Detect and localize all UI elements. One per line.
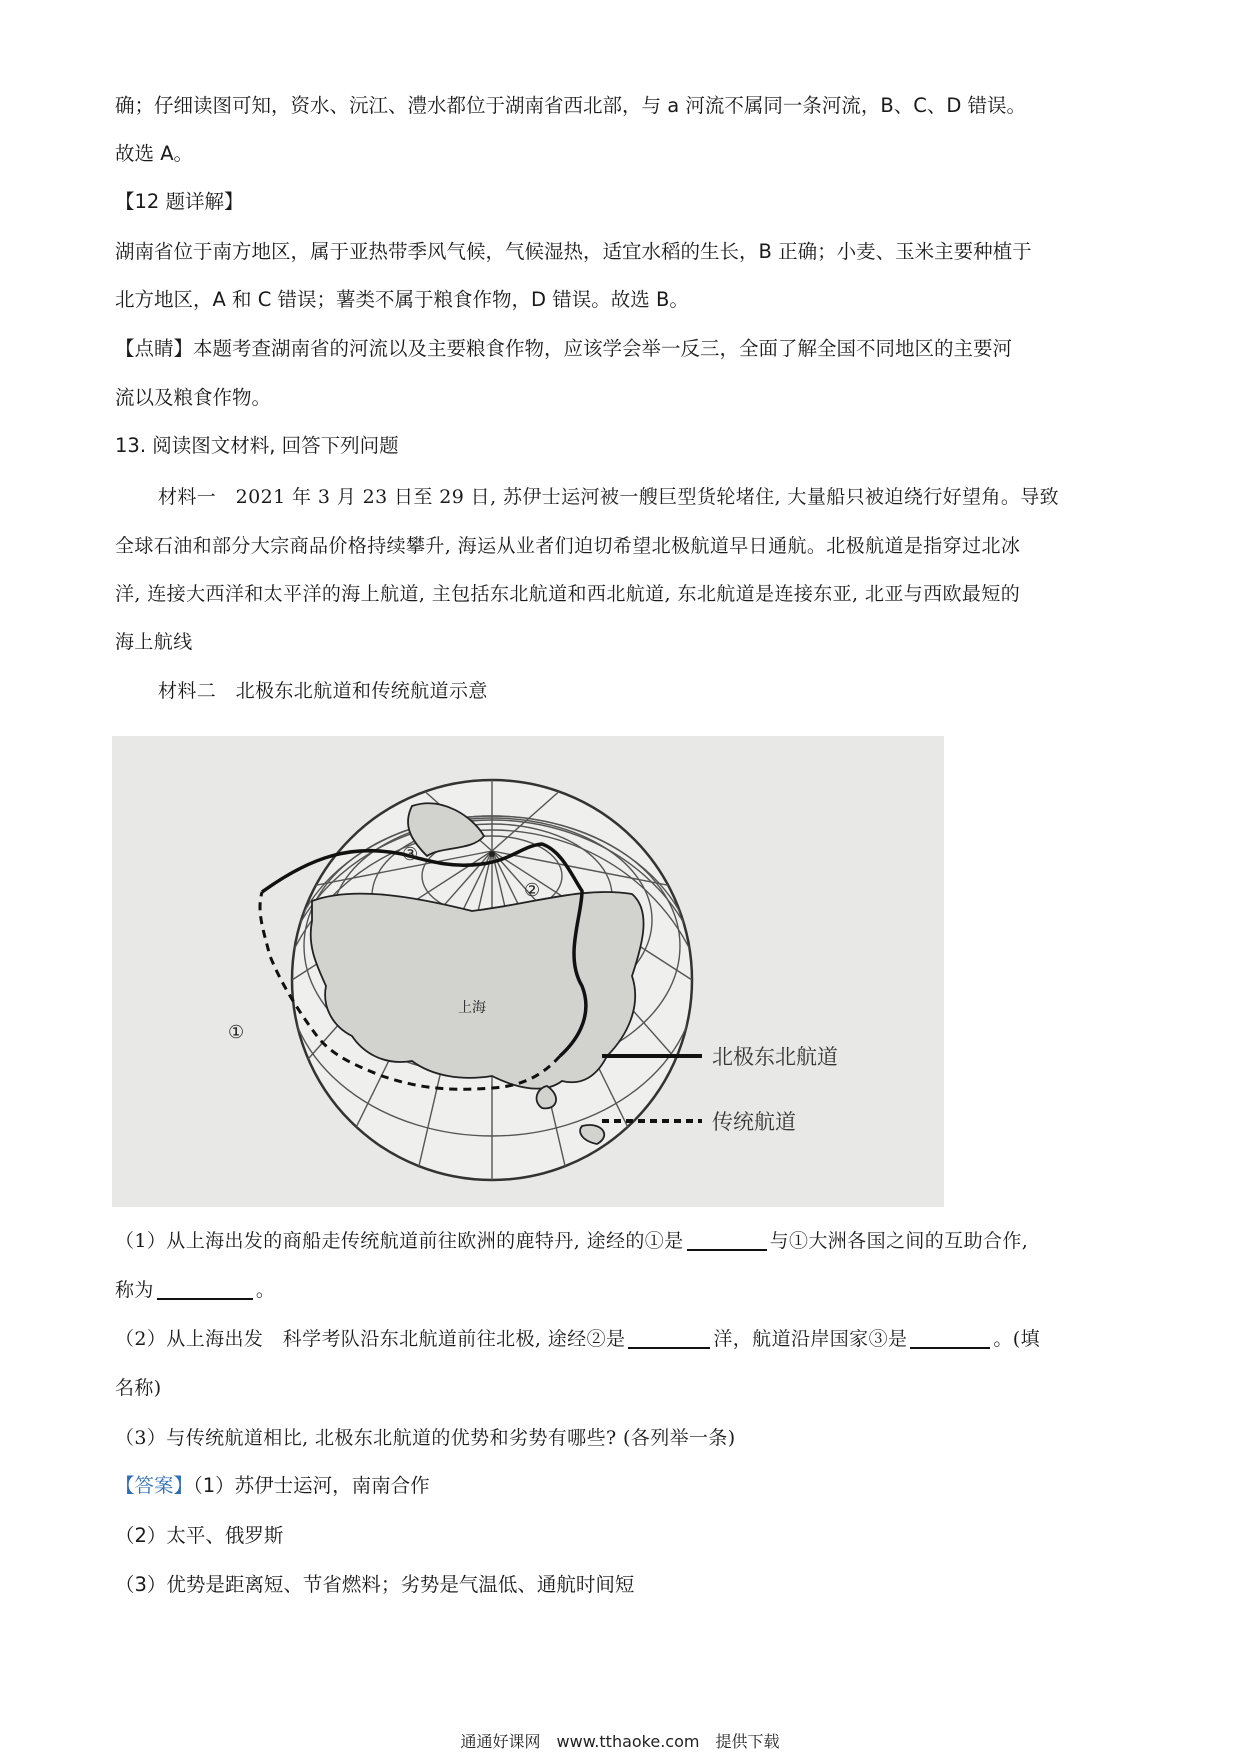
q12-explanation-line-1: 湖南省位于南方地区，属于亚热带季风气候，气候湿热，适宜水稻的生长，B 正确；小麦、玉米主要种植于 (115, 240, 1032, 263)
q11-conclusion: 故选 A。 (115, 142, 194, 165)
arctic-route-map (112, 736, 944, 1207)
subquestion-2-line-1 (115, 1325, 1040, 1353)
subquestion-1-line-1 (115, 1227, 1028, 1255)
subquestion-2-line-2: 名称) (115, 1377, 162, 1399)
material1-line-2: 全球石油和部分大宗商品价格持续攀升, 海运从业者们迫切希望北极航道早日通航。北极航道是指穿过北冰 (115, 535, 1021, 557)
subquestion-1-text-a: （1）从上海出发的商船走传统航道前往欧洲的鹿特丹, 途经的①是 (115, 1230, 684, 1252)
q12-comment-line-2: 流以及粮食作物。 (115, 386, 272, 409)
subquestion-1-line-2 (115, 1276, 275, 1304)
answer-2: （2）太平、俄罗斯 (115, 1524, 284, 1547)
blank-2-ocean[interactable] (628, 1327, 710, 1349)
legend-northeast-label: 北极东北航道 (712, 1045, 838, 1069)
subquestion-2-text-b: 洋，航道沿岸国家③是 (713, 1328, 908, 1350)
answer-tag: 【答案】 (115, 1474, 194, 1497)
material1-line-1: 材料一 2021 年 3 月 23 日至 29 日, 苏伊士运河被一艘巨型货轮堵住, 大量船只被迫绕行好望角。导致 (158, 486, 1060, 508)
blank-1-continent[interactable] (687, 1229, 767, 1251)
answer-3: （3）优势是距离短、节省燃料；劣势是气温低、通航时间短 (115, 1573, 635, 1596)
marker-2: ② (524, 880, 541, 901)
shanghai-label: 上海 (458, 1000, 486, 1016)
q12-header: 【12 题详解】 (115, 190, 244, 213)
subquestion-1-text-b: 与①大洲各国之间的互助合作, (769, 1230, 1029, 1252)
subquestion-2-text-c: 。(填 (993, 1328, 1041, 1350)
legend-traditional-label: 传统航道 (712, 1110, 796, 1134)
material1-line-3: 洋, 连接大西洋和太平洋的海上航道, 主包括东北航道和西北航道, 东北航道是连接东亚, 北亚与西欧最短的 (115, 583, 1021, 605)
q12-comment-line-1: 【点睛】本题考查湖南省的河流以及主要粮食作物，应该学会举一反三，全面了解全国不同地区的主要河 (115, 337, 1013, 360)
marker-3: ③ (402, 844, 419, 865)
page-footer: 通通好课网 www.tthaoke.com 提供下载 (460, 1732, 780, 1751)
subquestion-3: （3）与传统航道相比, 北极东北航道的优势和劣势有哪些? (各列举一条) (115, 1427, 736, 1449)
material1-line-4: 海上航线 (115, 631, 193, 653)
subquestion-1-end: 。 (255, 1279, 276, 1301)
blank-2-country[interactable] (910, 1327, 990, 1349)
material2-caption: 材料二 北极东北航道和传统航道示意 (158, 680, 488, 702)
q12-explanation-line-2: 北方地区，A 和 C 错误；薯类不属于粮食作物，D 错误。故选 B。 (115, 288, 689, 311)
subquestion-1-text-c: 称为 (115, 1279, 154, 1301)
marker-1: ① (228, 1022, 245, 1043)
answer-1: （1）苏伊士运河，南南合作 (193, 1474, 430, 1497)
subquestion-2-text-a: （2）从上海出发 科学考队沿东北航道前往北极, 途经②是 (115, 1328, 626, 1350)
blank-1-cooperation[interactable] (157, 1278, 253, 1300)
q11-explanation-line: 确；仔细读图可知，资水、沅江、澧水都位于湖南省西北部，与 a 河流不属同一条河流，B、C、D 错误。 (115, 94, 1027, 117)
q13-title: 13. 阅读图文材料, 回答下列问题 (115, 434, 399, 457)
answer-line-1 (115, 1472, 430, 1500)
